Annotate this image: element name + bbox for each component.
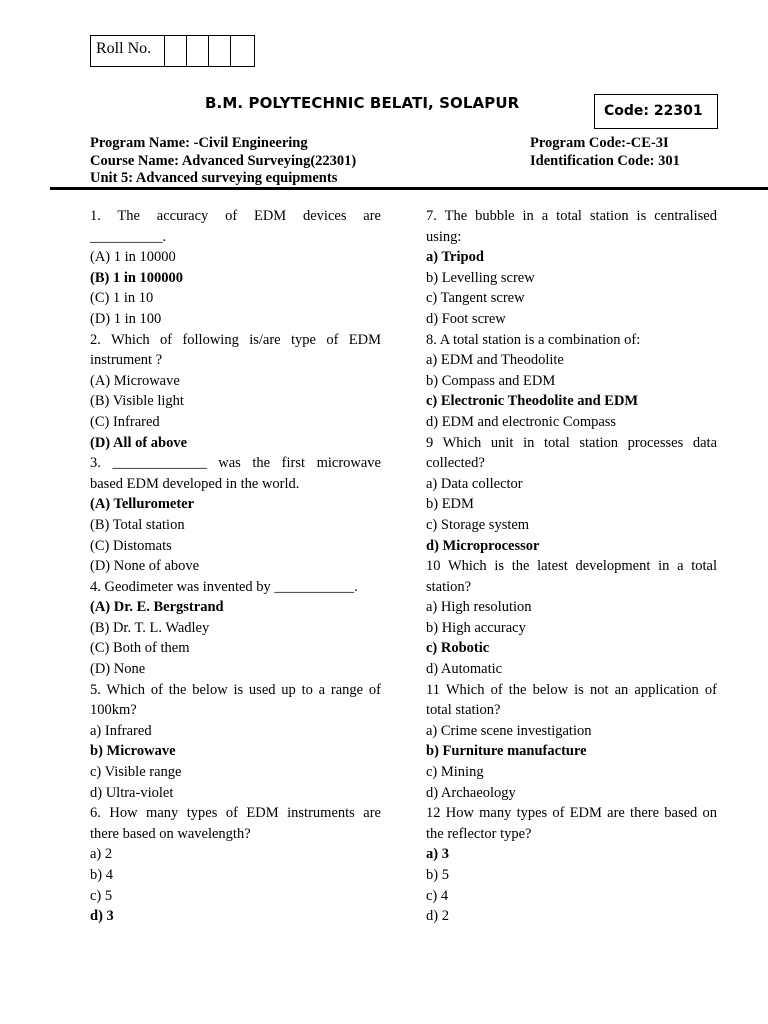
question-line: 4. Geodimeter was invented by ___________. bbox=[90, 578, 358, 595]
question-line: b) High accuracy bbox=[426, 619, 526, 636]
correct-answer-line: a) 3 bbox=[426, 846, 449, 863]
question-line: 10 Which is the latest development in a total bbox=[426, 558, 717, 575]
question-line: 1. The accuracy of EDM devices are bbox=[90, 208, 381, 224]
correct-answer-line: b) Microwave bbox=[90, 743, 176, 760]
questions-left-column bbox=[90, 206, 381, 927]
roll-number-box bbox=[90, 35, 255, 67]
course-code-box: Code: 22301 bbox=[594, 94, 718, 129]
question-line: there based on wavelength? bbox=[90, 825, 251, 842]
question-line: (D) 1 in 100 bbox=[90, 310, 162, 327]
question-line: a) Data collector bbox=[426, 475, 523, 492]
question-line: (C) Infrared bbox=[90, 413, 160, 430]
question-line: (D) None bbox=[90, 661, 146, 678]
roll-number-cell bbox=[231, 36, 254, 66]
question-line: 8. A total station is a combination of: bbox=[426, 331, 641, 348]
question-line: d) 2 bbox=[426, 908, 449, 925]
question-line: a) EDM and Theodolite bbox=[426, 352, 564, 369]
question-line: d) Automatic bbox=[426, 661, 503, 678]
question-line: 12 How many types of EDM are there based on bbox=[426, 805, 717, 822]
question-line: c) Storage system bbox=[426, 516, 530, 533]
header-divider bbox=[50, 187, 768, 190]
roll-number-cell bbox=[165, 36, 187, 66]
question-line: c) Mining bbox=[426, 764, 484, 781]
question-line: b) 4 bbox=[90, 867, 113, 883]
program-code: Program Code:-CE-3I bbox=[530, 135, 669, 151]
correct-answer-line: a) Tripod bbox=[426, 249, 484, 266]
program-info-right bbox=[530, 135, 680, 170]
correct-answer-line: d) Microprocessor bbox=[426, 537, 540, 554]
questions-right-column bbox=[426, 206, 717, 927]
question-line: station? bbox=[426, 578, 472, 595]
question-line: 3. _____________ was the first microwave bbox=[90, 455, 381, 472]
question-line: a) Crime scene investigation bbox=[426, 722, 592, 739]
question-line: (C) 1 in 10 bbox=[90, 290, 154, 307]
question-line: using: bbox=[426, 228, 462, 245]
correct-answer-line: c) Robotic bbox=[426, 640, 490, 657]
unit-title: Unit 5: Advanced surveying equipments bbox=[90, 170, 338, 186]
roll-number-label: Roll No. bbox=[91, 36, 165, 66]
correct-answer-line: b) Furniture manufacture bbox=[426, 743, 587, 760]
question-line: 11 Which of the below is not an application of bbox=[426, 681, 717, 698]
program-name: Program Name: -Civil Engineering bbox=[90, 135, 308, 151]
correct-answer-line: (B) 1 in 100000 bbox=[90, 269, 184, 286]
question-line: (B) Dr. T. L. Wadley bbox=[90, 619, 210, 636]
question-line: (A) 1 in 10000 bbox=[90, 249, 176, 266]
question-line: 5. Which of the below is used up to a range of bbox=[90, 681, 381, 698]
question-line: b) EDM bbox=[426, 496, 474, 513]
question-line: c) Visible range bbox=[90, 764, 182, 781]
question-line: __________. bbox=[90, 228, 167, 245]
question-line: d) Archaeology bbox=[426, 784, 516, 801]
question-line: 2. Which of following is/are type of EDM bbox=[90, 331, 381, 348]
correct-answer-line: c) Electronic Theodolite and EDM bbox=[426, 393, 639, 410]
institute-title: B.M. POLYTECHNIC BELATI, SOLAPUR bbox=[205, 94, 520, 112]
question-line: collected? bbox=[426, 455, 485, 472]
question-line: d) Foot screw bbox=[426, 310, 506, 327]
question-line: b) 5 bbox=[426, 867, 449, 883]
correct-answer-line: (A) Tellurometer bbox=[90, 496, 195, 513]
question-line: d) Ultra-violet bbox=[90, 784, 174, 801]
question-line: 6. How many types of EDM instruments are bbox=[90, 805, 381, 822]
question-line: based EDM developed in the world. bbox=[90, 475, 300, 492]
question-line: 7. The bubble in a total station is centralised bbox=[426, 208, 717, 224]
question-line: c) 4 bbox=[426, 887, 449, 904]
question-line: a) Infrared bbox=[90, 722, 152, 739]
question-line: c) 5 bbox=[90, 887, 113, 904]
correct-answer-line: (A) Dr. E. Bergstrand bbox=[90, 599, 224, 616]
course-name: Course Name: Advanced Surveying(22301) bbox=[90, 152, 357, 169]
question-line: b) Levelling screw bbox=[426, 269, 535, 286]
question-line: total station? bbox=[426, 702, 501, 719]
question-line: 9 Which unit in total station processes data bbox=[426, 434, 717, 451]
question-line: c) Tangent screw bbox=[426, 290, 525, 307]
question-line: a) High resolution bbox=[426, 599, 532, 616]
program-info-left bbox=[90, 135, 356, 188]
correct-answer-line: (D) All of above bbox=[90, 434, 188, 451]
question-line: (B) Total station bbox=[90, 516, 185, 533]
roll-number-cell bbox=[209, 36, 231, 66]
question-line: d) EDM and electronic Compass bbox=[426, 413, 617, 430]
question-line: b) Compass and EDM bbox=[426, 372, 556, 389]
identification-code: Identification Code: 301 bbox=[530, 152, 680, 169]
question-line: the reflector type? bbox=[426, 825, 532, 842]
question-line: a) 2 bbox=[90, 846, 113, 863]
question-line: (D) None of above bbox=[90, 558, 200, 575]
question-line: (A) Microwave bbox=[90, 372, 180, 389]
question-line: instrument ? bbox=[90, 352, 163, 369]
question-line: (B) Visible light bbox=[90, 393, 184, 410]
roll-number-cell bbox=[187, 36, 209, 66]
question-line: (C) Both of them bbox=[90, 640, 190, 657]
correct-answer-line: d) 3 bbox=[90, 908, 114, 925]
question-line: 100km? bbox=[90, 702, 137, 719]
question-line: (C) Distomats bbox=[90, 537, 172, 554]
